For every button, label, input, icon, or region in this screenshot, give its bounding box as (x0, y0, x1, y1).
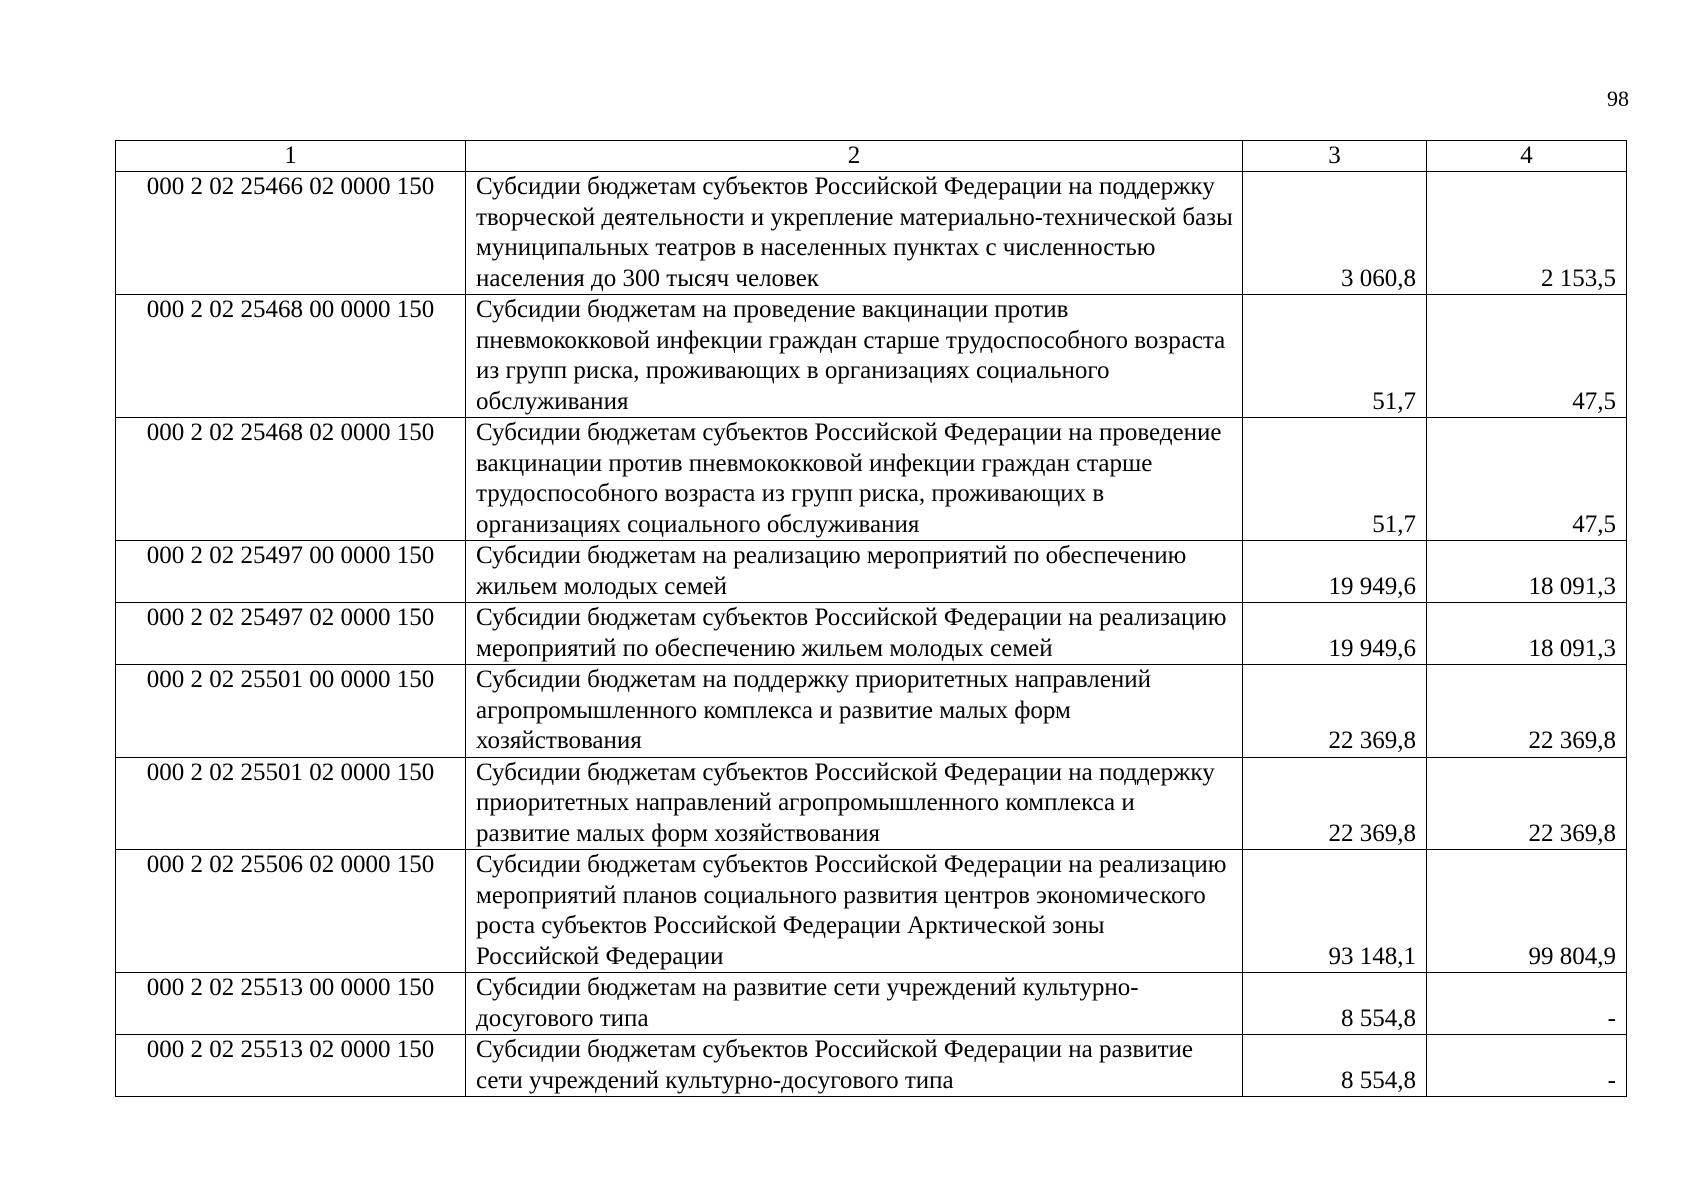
amount-col3: 51,7 (1243, 295, 1427, 418)
budget-code: 000 2 02 25513 00 0000 150 (116, 973, 466, 1035)
budget-code: 000 2 02 25501 00 0000 150 (116, 665, 466, 758)
table-row (116, 418, 1627, 541)
item-name: Субсидии бюджетам субъектов Российской Федерации на развитие сети учреждений культурно-досугового типа (466, 1035, 1243, 1097)
item-name: Субсидии бюджетам на поддержку приоритетных направлений агропромышленного комплекса и развитие малых форм хозяйствования (466, 665, 1243, 758)
column-header-1: 1 (116, 141, 466, 172)
amount-col3: 19 949,6 (1243, 541, 1427, 603)
budget-table (115, 140, 1627, 1097)
column-header-2: 2 (466, 141, 1243, 172)
amount-col4: - (1427, 973, 1627, 1035)
item-name: Субсидии бюджетам на реализацию мероприятий по обеспечению жильем молодых семей (466, 541, 1243, 603)
item-name: Субсидии бюджетам на проведение вакцинации против пневмококковой инфекции граждан старше трудоспособного возраста из групп риска, проживающих в организациях социального обслуживания (466, 295, 1243, 418)
amount-col4: 22 369,8 (1427, 665, 1627, 758)
amount-col3: 51,7 (1243, 418, 1427, 541)
budget-code: 000 2 02 25497 00 0000 150 (116, 541, 466, 603)
amount-col4: 22 369,8 (1427, 757, 1627, 850)
amount-col3: 8 554,8 (1243, 1035, 1427, 1097)
table-row (116, 1035, 1627, 1097)
page-number: 98 (1607, 86, 1629, 111)
table-row (116, 850, 1627, 973)
amount-col4: 2 153,5 (1427, 172, 1627, 295)
amount-col3: 22 369,8 (1243, 665, 1427, 758)
table-row (116, 973, 1627, 1035)
table-row (116, 295, 1627, 418)
amount-col4: 18 091,3 (1427, 603, 1627, 665)
item-name: Субсидии бюджетам субъектов Российской Федерации на реализацию мероприятий по обеспечению жильем молодых семей (466, 603, 1243, 665)
item-name: Субсидии бюджетам субъектов Российской Федерации на поддержку приоритетных направлений агропромышленного комплекса и развитие малых форм хозяйствования (466, 757, 1243, 850)
table-row (116, 172, 1627, 295)
budget-code: 000 2 02 25501 02 0000 150 (116, 757, 466, 850)
amount-col4: 18 091,3 (1427, 541, 1627, 603)
item-name: Субсидии бюджетам субъектов Российской Федерации на реализацию мероприятий планов социального развития центров экономического роста субъектов Российской Федерации Арктической зоны Российской Федерации (466, 850, 1243, 973)
column-header-4: 4 (1427, 141, 1627, 172)
budget-code: 000 2 02 25497 02 0000 150 (116, 603, 466, 665)
budget-code: 000 2 02 25466 02 0000 150 (116, 172, 466, 295)
budget-code: 000 2 02 25468 00 0000 150 (116, 295, 466, 418)
item-name: Субсидии бюджетам на развитие сети учреждений культурно-досугового типа (466, 973, 1243, 1035)
amount-col4: 99 804,9 (1427, 850, 1627, 973)
amount-col4: 47,5 (1427, 295, 1627, 418)
table-row (116, 603, 1627, 665)
item-name: Субсидии бюджетам субъектов Российской Федерации на поддержку творческой деятельности и укрепление материально-технической базы муниципальных театров в населенных пунктах с численностью населения до 300 тысяч человек (466, 172, 1243, 295)
table-row (116, 757, 1627, 850)
table-row (116, 541, 1627, 603)
amount-col3: 8 554,8 (1243, 973, 1427, 1035)
item-name: Субсидии бюджетам субъектов Российской Федерации на проведение вакцинации против пневмококковой инфекции граждан старше трудоспособного возраста из групп риска, проживающих в организациях социального обслуживания (466, 418, 1243, 541)
budget-code: 000 2 02 25506 02 0000 150 (116, 850, 466, 973)
table-header-row (116, 141, 1627, 172)
amount-col3: 3 060,8 (1243, 172, 1427, 295)
amount-col4: - (1427, 1035, 1627, 1097)
amount-col3: 22 369,8 (1243, 757, 1427, 850)
amount-col3: 19 949,6 (1243, 603, 1427, 665)
amount-col3: 93 148,1 (1243, 850, 1427, 973)
budget-code: 000 2 02 25513 02 0000 150 (116, 1035, 466, 1097)
table-row (116, 665, 1627, 758)
budget-code: 000 2 02 25468 02 0000 150 (116, 418, 466, 541)
amount-col4: 47,5 (1427, 418, 1627, 541)
column-header-3: 3 (1243, 141, 1427, 172)
